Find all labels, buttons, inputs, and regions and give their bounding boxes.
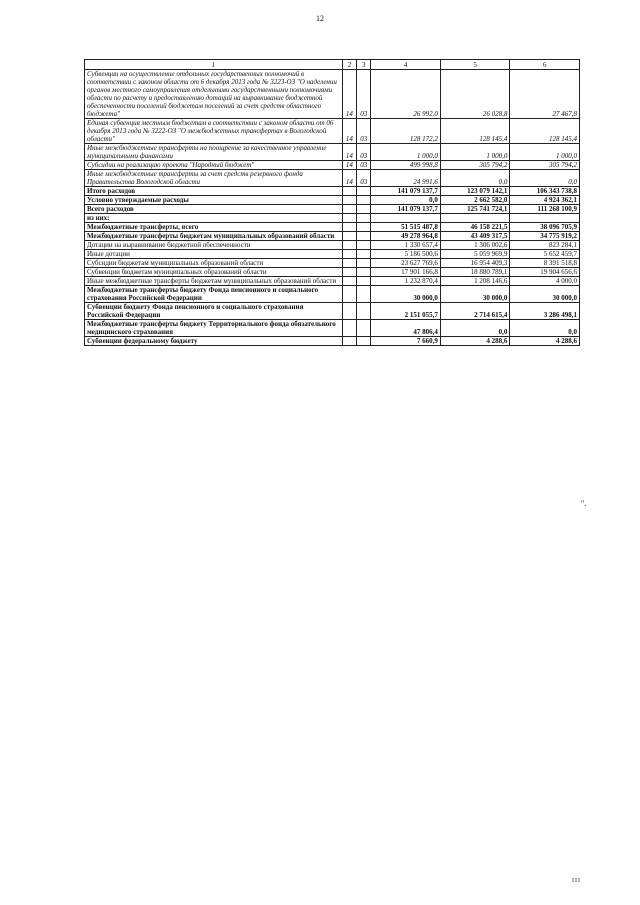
cell-subsection	[357, 223, 371, 232]
cell-value-col6: 111 268 100,9	[510, 205, 580, 214]
cell-label: Всего расходов	[85, 205, 343, 214]
cell-section	[342, 259, 356, 268]
page-number: 12	[316, 14, 324, 23]
table-row	[85, 119, 580, 144]
cell-value-col4: 49 278 964,8	[371, 232, 441, 241]
cell-value-col4: 51 515 487,8	[371, 223, 441, 232]
cell-section	[342, 277, 356, 286]
cell-label: Межбюджетные трансферты, всего	[85, 223, 343, 232]
cell-value-col4: 17 901 166,8	[371, 268, 441, 277]
header-col-5: 5	[440, 60, 510, 70]
table-row	[85, 187, 580, 196]
cell-section: 14	[342, 119, 356, 144]
cell-value-col6: 38 096 705,9	[510, 223, 580, 232]
cell-section	[342, 187, 356, 196]
cell-value-col6: 305 794,2	[510, 161, 580, 170]
cell-value-col6: 4 000,0	[510, 277, 580, 286]
cell-value-col4: 141 079 137,7	[371, 205, 441, 214]
cell-subsection	[357, 268, 371, 277]
cell-value-col4: 2 151 055,7	[371, 303, 441, 320]
cell-section	[342, 250, 356, 259]
header-col-3: 3	[357, 60, 371, 70]
cell-value-col4: 47 806,4	[371, 320, 441, 337]
closing-quote: ".	[581, 499, 587, 508]
cell-value-col4: 128 172,2	[371, 119, 441, 144]
header-col-6: 6	[510, 60, 580, 70]
cell-value-col5: 43 409 317,5	[440, 232, 510, 241]
budget-table	[84, 59, 580, 346]
cell-subsection	[357, 187, 371, 196]
cell-value-col6: 4 288,6	[510, 337, 580, 346]
cell-value-col5: 18 880 789,1	[440, 268, 510, 277]
cell-label: Иные межбюджетные трансферты бюджетам муниципальных образований области	[85, 277, 343, 286]
cell-subsection	[357, 277, 371, 286]
cell-value-col6: 128 145,4	[510, 119, 580, 144]
cell-value-col5: 46 158 221,5	[440, 223, 510, 232]
cell-value-col5: 30 000,0	[440, 286, 510, 303]
cell-value-col4: 26 992,0	[371, 70, 441, 119]
cell-subsection	[357, 250, 371, 259]
table-row	[85, 70, 580, 119]
cell-value-col5	[440, 214, 510, 223]
cell-value-col6: 27 467,8	[510, 70, 580, 119]
cell-subsection	[357, 232, 371, 241]
table-row	[85, 277, 580, 286]
table-row	[85, 286, 580, 303]
cell-label: Межбюджетные трансферты бюджету Фонда пенсионного и социального страхования Российской Федерации	[85, 286, 343, 303]
table-row	[85, 144, 580, 161]
cell-label: Дотации на выравнивание бюджетной обеспеченности	[85, 241, 343, 250]
table-header-row	[85, 60, 580, 70]
cell-label: Субсидии на реализацию проекта "Народный бюджет"	[85, 161, 343, 170]
cell-value-col4: 0,0	[371, 196, 441, 205]
cell-value-col6: 34 775 919,2	[510, 232, 580, 241]
cell-value-col6: 823 284,1	[510, 241, 580, 250]
table-row	[85, 337, 580, 346]
cell-value-col5: 2 714 615,4	[440, 303, 510, 320]
cell-value-col5: 5 059 969,9	[440, 250, 510, 259]
cell-value-col6: 106 343 738,8	[510, 187, 580, 196]
cell-value-col6: 8 391 518,8	[510, 259, 580, 268]
cell-value-col6: 30 000,0	[510, 286, 580, 303]
table-row	[85, 223, 580, 232]
table-row	[85, 214, 580, 223]
cell-subsection: 03	[357, 119, 371, 144]
table-row	[85, 303, 580, 320]
cell-label: Субвенции бюджету Фонда пенсионного и социального страхования Российской Федерации	[85, 303, 343, 320]
cell-value-col6: 3 286 498,1	[510, 303, 580, 320]
cell-label: Межбюджетные трансферты бюджету Территориального фонда обязательного медицинского страхования	[85, 320, 343, 337]
cell-subsection	[357, 337, 371, 346]
cell-value-col6: 0,0	[510, 170, 580, 187]
table-row	[85, 232, 580, 241]
cell-value-col5: 305 794,2	[440, 161, 510, 170]
cell-label: Единая субвенция местным бюджетам в соответствии с законом области от 06 декабря 2013 года № 3222-ОЗ "О межбюджетных трансфертах в Вологодской области"	[85, 119, 343, 144]
cell-subsection	[357, 320, 371, 337]
cell-value-col5: 2 662 582,0	[440, 196, 510, 205]
table-row	[85, 250, 580, 259]
cell-value-col5: 1 306 002,6	[440, 241, 510, 250]
header-col-1: 1	[85, 60, 343, 70]
cell-label: Условно утверждаемые расходы	[85, 196, 343, 205]
cell-section	[342, 241, 356, 250]
cell-value-col4	[371, 214, 441, 223]
table-row	[85, 241, 580, 250]
cell-value-col4: 24 991,6	[371, 170, 441, 187]
cell-subsection	[357, 259, 371, 268]
cell-value-col5: 1 208 146,6	[440, 277, 510, 286]
cell-label: Субсидии бюджетам муниципальных образований области	[85, 259, 343, 268]
cell-value-col4: 499 998,8	[371, 161, 441, 170]
cell-value-col5: 1 000,0	[440, 144, 510, 161]
cell-section	[342, 337, 356, 346]
cell-section	[342, 268, 356, 277]
cell-subsection	[357, 286, 371, 303]
cell-value-col6: 0,0	[510, 320, 580, 337]
table-row	[85, 161, 580, 170]
cell-value-col4: 7 660,9	[371, 337, 441, 346]
cell-subsection	[357, 214, 371, 223]
table-row	[85, 268, 580, 277]
cell-value-col5: 0,0	[440, 320, 510, 337]
table-row	[85, 259, 580, 268]
cell-value-col5: 16 954 409,3	[440, 259, 510, 268]
cell-value-col5: 125 741 724,1	[440, 205, 510, 214]
table-row	[85, 170, 580, 187]
cell-section	[342, 196, 356, 205]
footer-mark: III	[572, 878, 581, 884]
cell-subsection: 03	[357, 70, 371, 119]
cell-section	[342, 223, 356, 232]
cell-subsection: 03	[357, 144, 371, 161]
cell-value-col4: 5 186 500,6	[371, 250, 441, 259]
cell-section	[342, 205, 356, 214]
header-col-4: 4	[371, 60, 441, 70]
cell-section	[342, 286, 356, 303]
cell-value-col5: 128 145,4	[440, 119, 510, 144]
cell-label: Субвенции на осуществление отдельных государственных полномочий в соответствии с законом области от 6 декабря 2013 года № 3223-ОЗ "О наделении органов местного самоуправления отдельными государственными полномочиями области по расчету и предоставлению дотаций на выравнивание бюджетной обеспеченности поселений бюджетам поселений за счет средств областного бюджета"	[85, 70, 343, 119]
cell-section: 14	[342, 144, 356, 161]
cell-subsection: 03	[357, 170, 371, 187]
cell-label: Иные межбюджетные трансферты на поощрение за качественное управление муниципальными финансами	[85, 144, 343, 161]
cell-label: Итого расходов	[85, 187, 343, 196]
cell-value-col4: 1 232 870,4	[371, 277, 441, 286]
cell-label: Иные межбюджетные трансферты за счет средств резервного фонда Правительства Вологодской области	[85, 170, 343, 187]
table-body	[85, 70, 580, 346]
cell-section	[342, 303, 356, 320]
cell-value-col5: 123 079 142,1	[440, 187, 510, 196]
cell-value-col6	[510, 214, 580, 223]
header-col-2: 2	[342, 60, 356, 70]
cell-label: Межбюджетные трансферты бюджетам муниципальных образований области	[85, 232, 343, 241]
cell-subsection	[357, 303, 371, 320]
cell-subsection	[357, 205, 371, 214]
table-row	[85, 196, 580, 205]
cell-section: 14	[342, 170, 356, 187]
cell-value-col5: 26 028,8	[440, 70, 510, 119]
cell-value-col4: 1 330 657,4	[371, 241, 441, 250]
cell-section	[342, 214, 356, 223]
cell-section	[342, 320, 356, 337]
cell-label: Иные дотации	[85, 250, 343, 259]
cell-subsection: 03	[357, 161, 371, 170]
cell-value-col6: 1 000,0	[510, 144, 580, 161]
cell-label: Субвенции бюджетам муниципальных образований области	[85, 268, 343, 277]
table-row	[85, 320, 580, 337]
cell-section	[342, 232, 356, 241]
cell-value-col5: 0,0	[440, 170, 510, 187]
cell-value-col4: 141 079 137,7	[371, 187, 441, 196]
cell-value-col5: 4 288,6	[440, 337, 510, 346]
cell-subsection	[357, 196, 371, 205]
cell-subsection	[357, 241, 371, 250]
cell-section: 14	[342, 161, 356, 170]
cell-value-col4: 30 000,0	[371, 286, 441, 303]
cell-value-col6: 5 652 459,7	[510, 250, 580, 259]
cell-label: Субвенции федеральному бюджету	[85, 337, 343, 346]
cell-value-col4: 1 000,0	[371, 144, 441, 161]
cell-value-col4: 23 627 769,6	[371, 259, 441, 268]
cell-value-col6: 4 924 362,1	[510, 196, 580, 205]
cell-value-col6: 19 904 656,6	[510, 268, 580, 277]
cell-section: 14	[342, 70, 356, 119]
table-row	[85, 205, 580, 214]
cell-label: из них:	[85, 214, 343, 223]
